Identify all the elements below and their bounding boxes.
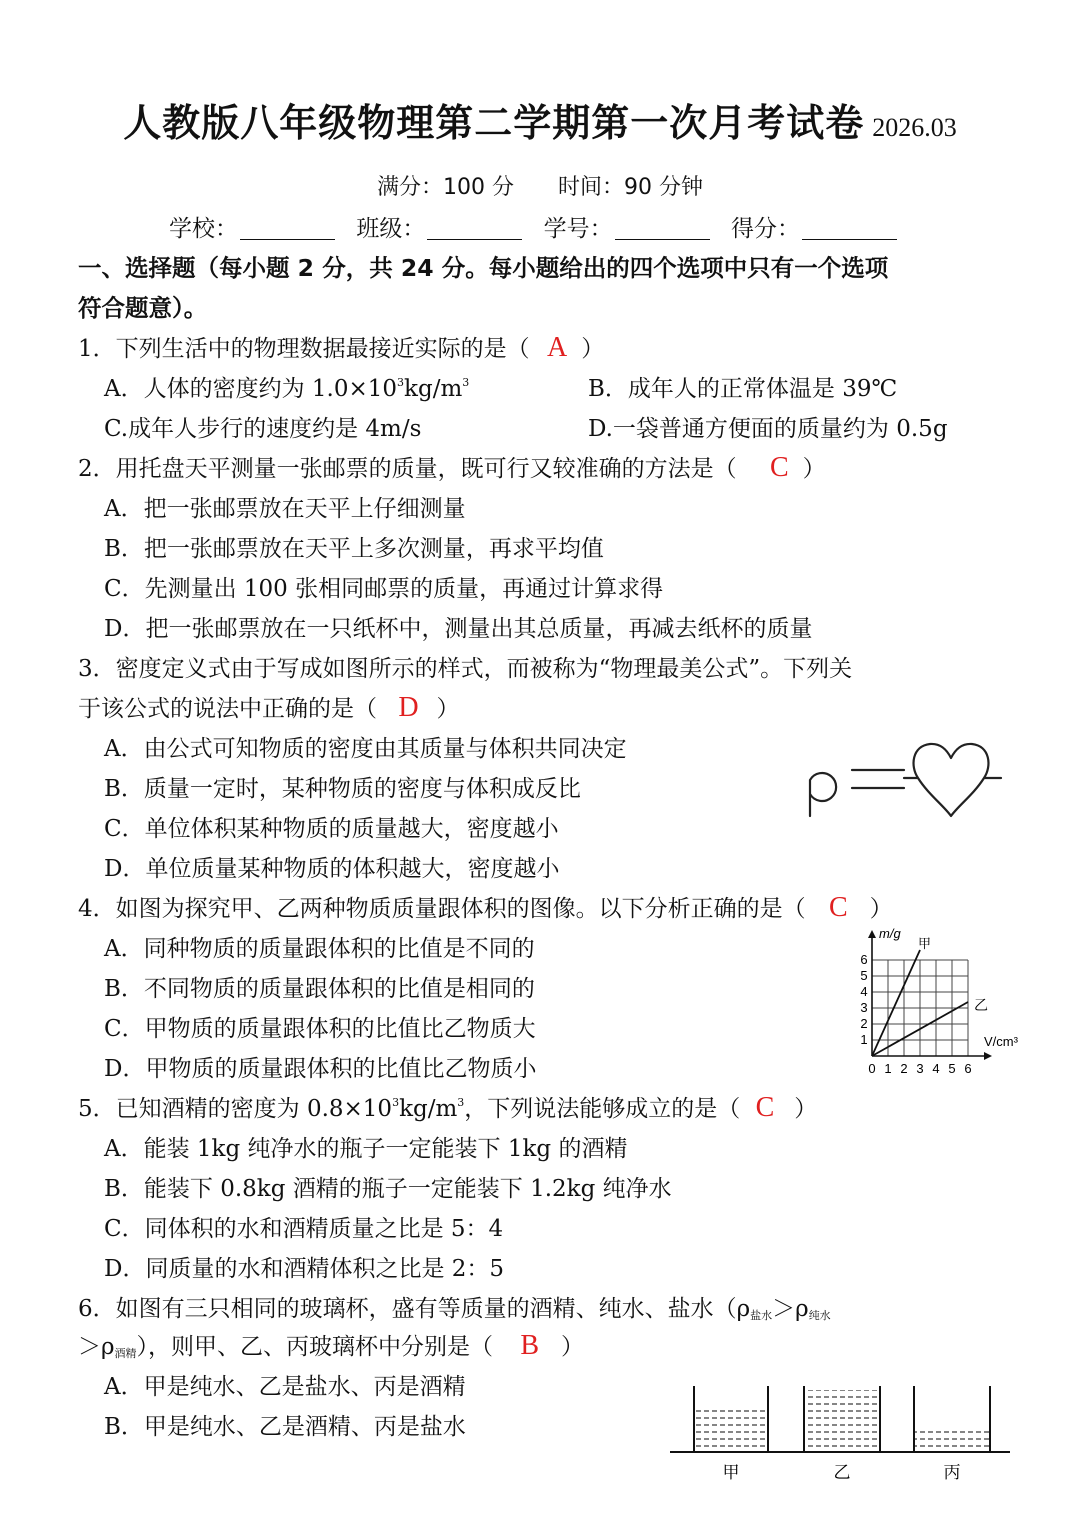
student-id-label: 学号：	[543, 216, 613, 242]
x-tick-5: 5	[948, 1061, 956, 1076]
q5-unit: kg/m	[399, 1096, 458, 1122]
graph-label-jia: 甲	[918, 936, 932, 951]
y-axis-arrow	[868, 930, 876, 938]
q5-sup2: 3	[457, 1096, 465, 1109]
q2-option-d: D．把一张邮票放在一只纸杯中，测量出其总质量，再减去纸杯的质量	[104, 616, 813, 642]
q1-a-sup2: 3	[462, 376, 470, 389]
question-6-stem-line1	[78, 1290, 831, 1323]
q6-answer: B	[520, 1330, 540, 1361]
q1-close: ）	[581, 336, 605, 362]
q4-option-c: C．甲物质的质量跟体积的比值比乙物质大	[104, 1016, 536, 1042]
q6-stem-text: 6．如图有三只相同的玻璃杯，盛有等质量的酒精、纯水、盐水（ρ	[78, 1296, 751, 1322]
full-score: 满分：100 分	[377, 175, 514, 200]
question-4-stem	[78, 890, 893, 924]
q5-sup: 3	[392, 1096, 400, 1109]
question-1-stem	[78, 330, 604, 364]
school-blank[interactable]	[240, 217, 335, 240]
q6-option-a: A．甲是纯水、乙是盐水、丙是酒精	[104, 1374, 466, 1400]
q3-option-a: A．由公式可知物质的密度由其质量与体积共同决定	[104, 736, 627, 762]
title-text: 人教版八年级物理第二学期第一次月考试卷	[123, 101, 865, 145]
q5-stem-text: 5．已知酒精的密度为 0.8×10	[78, 1096, 393, 1122]
mass-volume-graph	[846, 920, 1030, 1078]
q2-option-b: B．把一张邮票放在天平上多次测量，再求平均值	[104, 536, 604, 562]
y-tick-4: 4	[860, 984, 868, 999]
cup-jia	[694, 1386, 768, 1452]
x-axis-arrow	[984, 1052, 992, 1060]
cup-yi	[804, 1386, 880, 1452]
q6-stem2-text: ＞ρ	[78, 1334, 115, 1360]
q4-option-b: B．不同物质的质量跟体积的比值是相同的	[104, 976, 535, 1002]
q5-answer: C	[755, 1092, 775, 1123]
q1-stem-text: 1．下列生活中的物理数据最接近实际的是（	[78, 336, 530, 362]
q3-option-b: B．质量一定时，某种物质的密度与体积成反比	[104, 776, 581, 802]
q1-option-c: C.成年人步行的速度约是 4m/s	[104, 416, 422, 442]
student-fields	[0, 210, 1080, 243]
q4-stem-text: 4．如图为探究甲、乙两种物质质量跟体积的图像。以下分析正确的是（	[78, 896, 806, 922]
question-6-stem-line2	[78, 1328, 584, 1362]
q3-option-c: C．单位体积某种物质的质量越大，密度越小	[104, 816, 559, 842]
question-3-stem-line2	[78, 690, 460, 724]
graph-xlabel: V/cm³	[984, 1034, 1018, 1049]
class-label: 班级：	[356, 216, 426, 242]
q2-answer: C	[769, 452, 789, 483]
q1-answer: A	[546, 332, 568, 363]
q6-stem2-post: ），则甲、乙、丙玻璃杯中分别是（	[136, 1334, 494, 1360]
q5-option-b: B．能装下 0.8kg 酒精的瓶子一定能装下 1.2kg 纯净水	[104, 1176, 672, 1202]
exam-title	[0, 92, 1080, 147]
x-tick-3: 3	[916, 1061, 924, 1076]
q1-option-b: B．成年人的正常体温是 39℃	[588, 376, 898, 402]
y-tick-2: 2	[860, 1016, 868, 1031]
cup-label-bing: 丙	[943, 1463, 961, 1482]
q5-close: ）	[794, 1096, 818, 1122]
y-tick-6: 6	[860, 952, 868, 967]
q2-stem-text: 2．用托盘天平测量一张邮票的质量，既可行又较准确的方法是（	[78, 456, 737, 482]
q6-sub-purewater: 纯水	[808, 1309, 831, 1322]
x-tick-4: 4	[932, 1061, 940, 1076]
q1-option-a	[104, 370, 469, 403]
q5-option-d: D．同质量的水和酒精体积之比是 2：5	[104, 1256, 505, 1282]
q1-a-text: A．人体的密度约为 1.0×10	[104, 376, 398, 402]
q3-answer: D	[398, 692, 419, 723]
q3-option-d: D．单位质量某种物质的体积越大，密度越小	[104, 856, 560, 882]
x-tick-0: 0	[868, 1061, 876, 1076]
x-tick-1: 1	[884, 1061, 892, 1076]
q4-option-a: A．同种物质的质量跟体积的比值是不同的	[104, 936, 535, 962]
y-tick-5: 5	[860, 968, 868, 983]
graph-grid	[872, 960, 968, 1056]
question-2-stem	[78, 450, 826, 484]
q6-sub-alcohol: 酒精	[114, 1347, 137, 1360]
exam-date: 2026.03	[872, 113, 957, 142]
q5-option-c: C．同体积的水和酒精质量之比是 5：4	[104, 1216, 504, 1242]
q6-sub-saltwater: 盐水	[750, 1309, 773, 1322]
q4-answer: C	[828, 892, 848, 923]
q3-stem-text: 于该公式的说法中正确的是（	[78, 696, 377, 722]
cup-label-jia: 甲	[722, 1463, 740, 1482]
q1-a-unit: kg/m	[404, 376, 463, 402]
score-blank[interactable]	[802, 217, 897, 240]
cup-label-yi: 乙	[833, 1463, 851, 1482]
x-tick-2: 2	[900, 1061, 908, 1076]
y-tick-1: 1	[860, 1032, 868, 1047]
q4-close: ）	[869, 896, 893, 922]
cup-bing	[914, 1386, 990, 1452]
heart-icon	[904, 744, 1001, 816]
score-label: 得分：	[730, 216, 800, 242]
q6-close: ）	[561, 1334, 585, 1360]
q2-option-c: C．先测量出 100 张相同邮票的质量，再通过计算求得	[104, 576, 664, 602]
section-heading-line2: 符合题意）。	[78, 294, 208, 322]
y-tick-3: 3	[860, 1000, 868, 1015]
q5-stem-post: ，下列说法能够成立的是（	[464, 1096, 741, 1122]
x-tick-6: 6	[964, 1061, 972, 1076]
q2-close: ）	[802, 456, 826, 482]
density-heart-formula-figure	[806, 738, 1006, 820]
graph-ylabel: m/g	[879, 926, 901, 941]
question-3-stem-line1: 3．密度定义式由于写成如图所示的样式，而被称为“物理最美公式”。下列关	[78, 656, 853, 682]
q4-option-d: D．甲物质的质量跟体积的比值比乙物质小	[104, 1056, 537, 1082]
three-cups-figure	[664, 1380, 1016, 1484]
exam-time: 时间：90 分钟	[558, 175, 703, 200]
class-blank[interactable]	[427, 217, 522, 240]
q5-option-a: A．能装 1kg 纯净水的瓶子一定能装下 1kg 的酒精	[104, 1136, 628, 1162]
school-label: 学校：	[169, 216, 239, 242]
rho-symbol	[810, 773, 836, 816]
q3-close: ）	[436, 696, 460, 722]
q6-gt: ＞ρ	[772, 1296, 809, 1322]
exam-meta	[0, 170, 1080, 201]
section-heading-line1: 一、选择题（每小题 2 分，共 24 分。每小题给出的四个选项中只有一个选项	[78, 254, 889, 282]
graph-label-yi: 乙	[974, 997, 988, 1013]
q1-option-d: D.一袋普通方便面的质量约为 0.5g	[588, 416, 948, 442]
q1-a-sup: 3	[397, 376, 405, 389]
question-5-stem	[78, 1090, 817, 1124]
q6-option-b: B．甲是纯水、乙是酒精、丙是盐水	[104, 1414, 466, 1440]
student-id-blank[interactable]	[615, 217, 710, 240]
q2-option-a: A．把一张邮票放在天平上仔细测量	[104, 496, 466, 522]
